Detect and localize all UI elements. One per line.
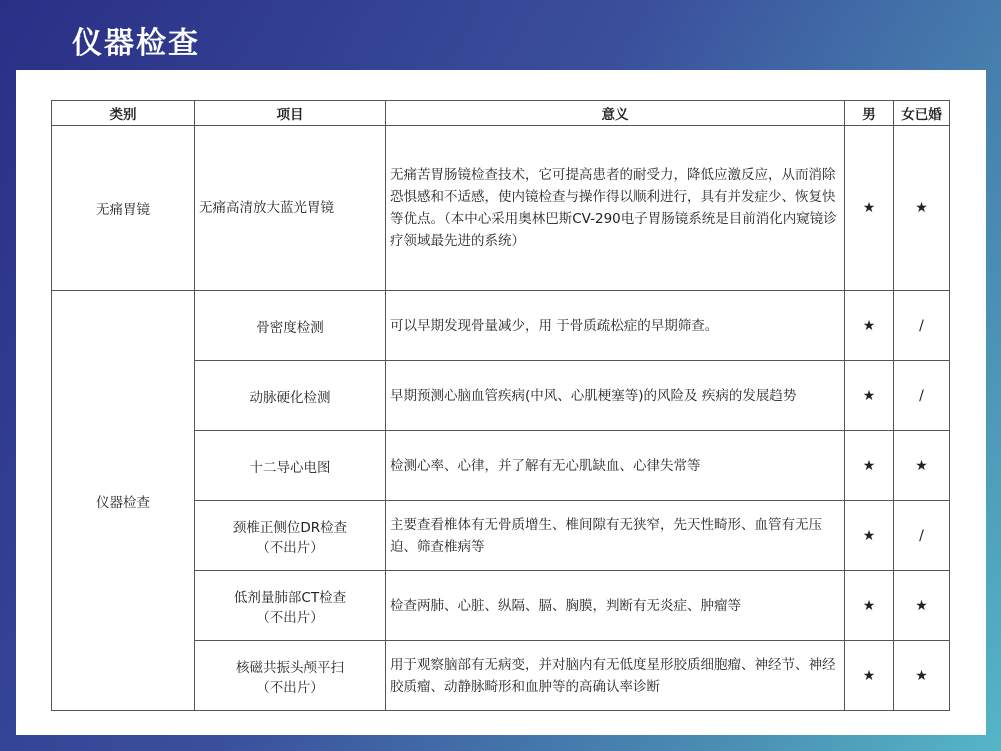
meaning-cell: 检查两肺、心脏、纵隔、膈、胸膜，判断有无炎症、肿瘤等 bbox=[386, 571, 845, 641]
item-name: 核磁共振头颅平扫 bbox=[236, 659, 344, 676]
page-title: 仪器检查 bbox=[72, 26, 200, 61]
male-mark: ★ bbox=[845, 641, 894, 711]
item-cell bbox=[195, 501, 386, 571]
male-mark: ★ bbox=[845, 501, 894, 571]
meaning-cell: 主要查看椎体有无骨质增生、椎间隙有无狭窄，先天性畸形、血管有无压迫、筛查椎病等 bbox=[386, 501, 845, 571]
table-row bbox=[52, 291, 950, 361]
content-panel bbox=[16, 70, 986, 735]
item-name: 颈椎正侧位DR检查 bbox=[232, 519, 348, 536]
meaning-cell: 早期预测心脑血管疾病(中风、心肌梗塞等)的风险及 疾病的发展趋势 bbox=[386, 361, 845, 431]
table-header-row bbox=[52, 101, 950, 126]
category-cell: 无痛胃镜 bbox=[52, 126, 195, 291]
male-mark: ★ bbox=[845, 126, 894, 291]
female-mark: ★ bbox=[894, 431, 950, 501]
header-meaning: 意义 bbox=[386, 101, 845, 126]
female-mark: / bbox=[894, 291, 950, 361]
table-row bbox=[52, 126, 950, 291]
item-note: （不出片） bbox=[256, 679, 324, 696]
male-mark: ★ bbox=[845, 291, 894, 361]
item-cell: 十二导心电图 bbox=[195, 431, 386, 501]
item-cell bbox=[195, 641, 386, 711]
header-category: 类别 bbox=[52, 101, 195, 126]
female-mark: / bbox=[894, 501, 950, 571]
meaning-cell: 可以早期发现骨量减少，用 于骨质疏松症的早期筛查。 bbox=[386, 291, 845, 361]
female-mark: / bbox=[894, 361, 950, 431]
meaning-cell: 用于观察脑部有无病变，并对脑内有无低度星形胶质细胞瘤、神经节、神经胶质瘤、动静脉畸形和血肿等的高确认率诊断 bbox=[386, 641, 845, 711]
male-mark: ★ bbox=[845, 431, 894, 501]
female-mark: ★ bbox=[894, 571, 950, 641]
meaning-cell: 检测心率、心律，并了解有无心肌缺血、心律失常等 bbox=[386, 431, 845, 501]
female-mark: ★ bbox=[894, 126, 950, 291]
item-name: 低剂量肺部CT检查 bbox=[233, 589, 347, 606]
male-mark: ★ bbox=[845, 571, 894, 641]
male-mark: ★ bbox=[845, 361, 894, 431]
item-cell: 动脉硬化检测 bbox=[195, 361, 386, 431]
female-mark: ★ bbox=[894, 641, 950, 711]
item-cell: 骨密度检测 bbox=[195, 291, 386, 361]
item-cell: 无痛高清放大蓝光胃镜 bbox=[195, 126, 386, 291]
header-male: 男 bbox=[845, 101, 894, 126]
meaning-cell: 无痛苦胃肠镜检查技术，它可提高患者的耐受力，降低应激反应，从而消除恐惧感和不适感，使内镜检查与操作得以顺利进行，具有并发症少、恢复快等优点。（本中心采用奥林巴斯CV-290电子胃肠镜系统是目前消化内窥镜诊疗领域最先进的系统） bbox=[386, 126, 845, 291]
header-female-married: 女已婚 bbox=[894, 101, 950, 126]
exam-table bbox=[51, 100, 950, 711]
item-note: （不出片） bbox=[256, 539, 324, 556]
category-cell: 仪器检查 bbox=[52, 291, 195, 711]
item-note: （不出片） bbox=[256, 609, 324, 626]
item-cell bbox=[195, 571, 386, 641]
header-item: 项目 bbox=[195, 101, 386, 126]
